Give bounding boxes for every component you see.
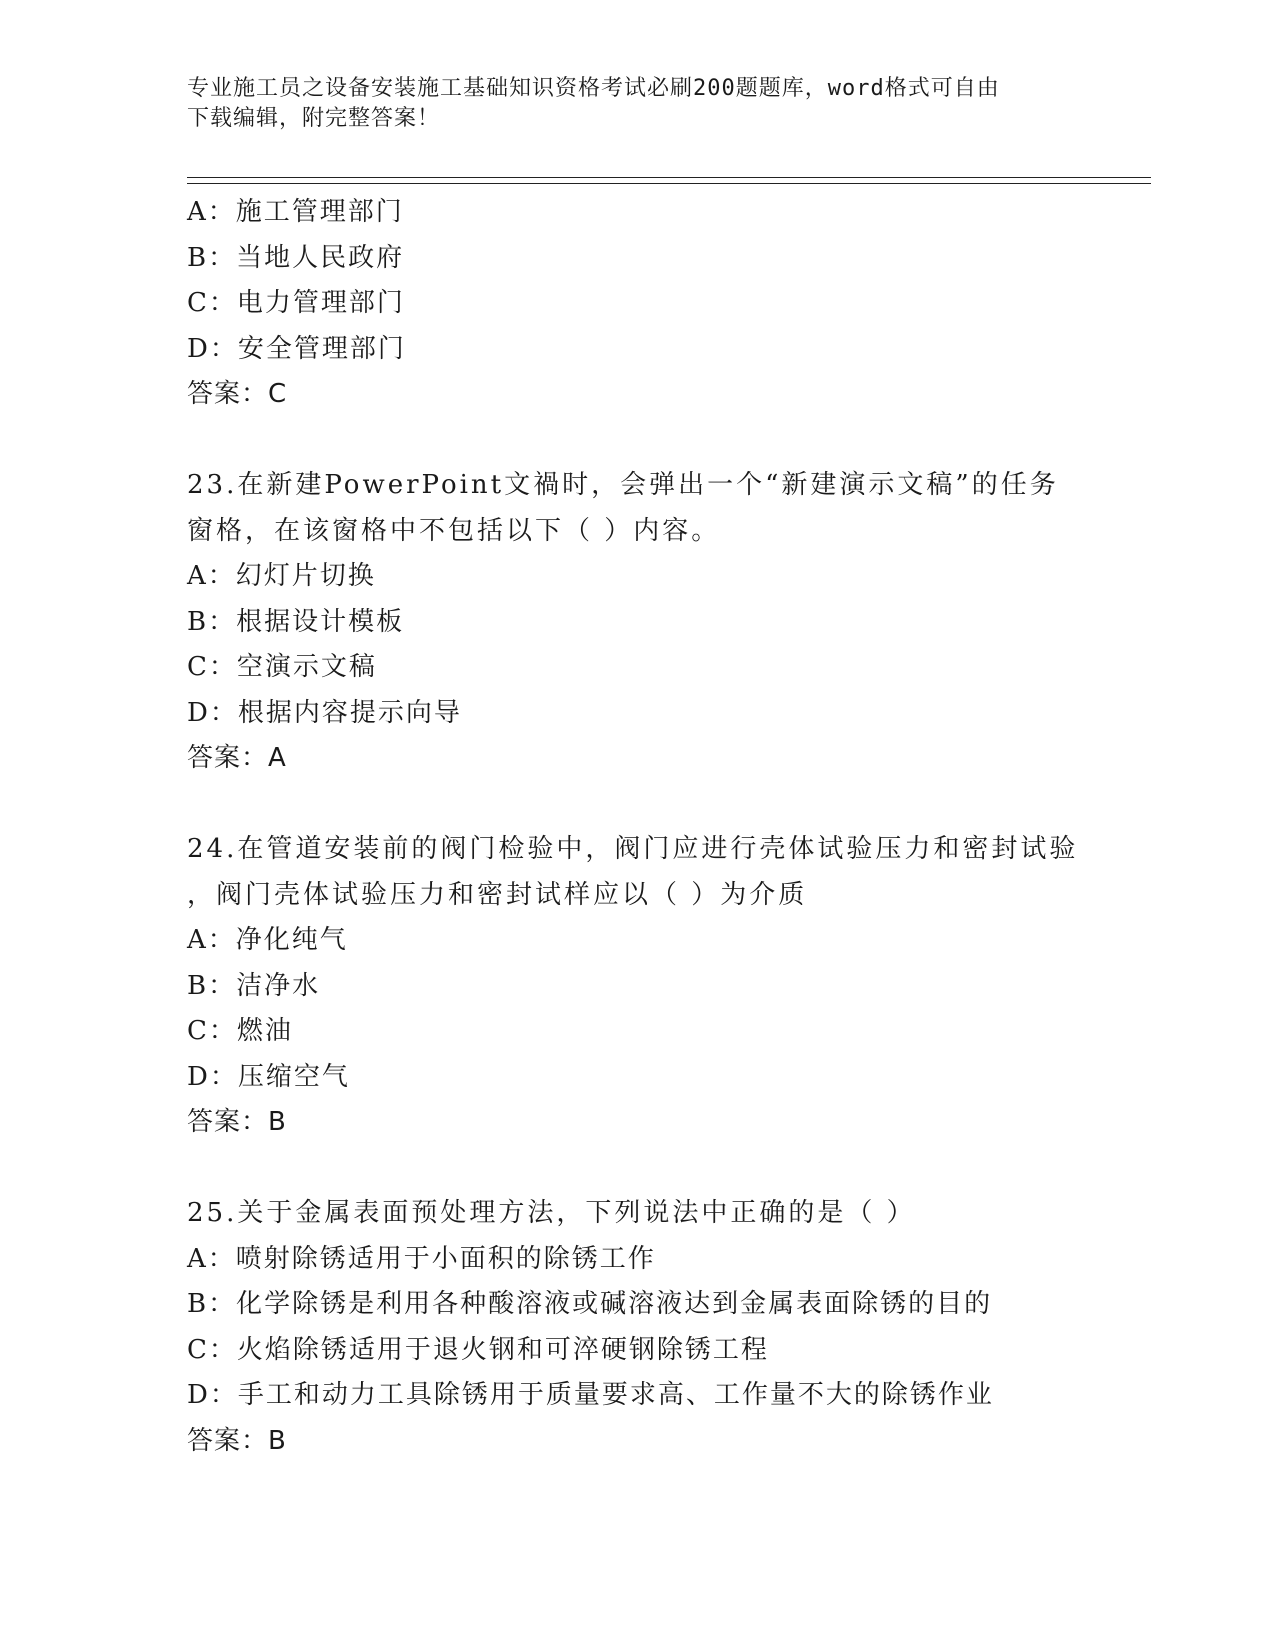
question-stem-line-2: 窗格，在该窗格中不包括以下（ ）内容。 (187, 515, 721, 546)
header-divider-bottom (187, 183, 1151, 184)
question-stem-line-1: 23.在新建PowerPoint文禍时，会弹出一个“新建演示文稿”的任务 (187, 470, 1059, 500)
answer-line (187, 372, 1087, 418)
question-block-22 (187, 190, 1087, 418)
answer-label: 答案： (187, 743, 269, 773)
option-b: B：化学除锈是利用各种酸溶液或碱溶液达到金属表面除锈的目的 (187, 1289, 993, 1319)
option-a: A：施工管理部门 (187, 197, 404, 227)
question-stem (187, 463, 1087, 554)
spacer (187, 782, 1087, 828)
question-stem (187, 827, 1087, 918)
answer-value: A (268, 743, 287, 773)
answer-line (187, 1100, 1087, 1146)
option-c: C：电力管理部门 (187, 288, 405, 318)
header-line-1: 专业施工员之设备安装施工基础知识资格考试必刷200题题库，word格式可自由 (187, 76, 1000, 101)
option-b: B：根据设计模板 (187, 606, 405, 637)
answer-label: 答案： (187, 1107, 269, 1137)
answer-value: C (268, 379, 288, 409)
header-line-2: 下载编辑，附完整答案！ (187, 106, 441, 131)
spacer (187, 1146, 1087, 1192)
question-stem (187, 1191, 1087, 1237)
option-b: B：当地人民政府 (187, 242, 405, 273)
spacer (187, 418, 1087, 464)
question-block-25 (187, 1191, 1087, 1464)
option-a: A：幻灯片切换 (187, 561, 376, 591)
header-divider-top (187, 177, 1151, 178)
option-a: A：喷射除锈适用于小面积的除锈工作 (187, 1243, 656, 1274)
answer-line (187, 736, 1087, 782)
document-header (187, 74, 1067, 134)
option-d: D：安全管理部门 (187, 333, 406, 364)
question-stem-line-1: 25.关于金属表面预处理方法，下列说法中正确的是（ ） (187, 1198, 916, 1228)
option-d: D：根据内容提示向导 (187, 697, 462, 728)
option-b: B：洁净水 (187, 970, 321, 1001)
question-block-23 (187, 463, 1087, 782)
answer-value: B (268, 1107, 287, 1137)
answer-label: 答案： (187, 379, 269, 409)
option-d: D：压缩空气 (187, 1061, 350, 1092)
option-d: D：手工和动力工具除锈用于质量要求高、工作量不大的除锈作业 (187, 1380, 994, 1410)
option-c: C：燃油 (187, 1016, 293, 1046)
option-c: C：空演示文稿 (187, 652, 377, 682)
option-c: C：火焰除锈适用于退火钢和可淬硬钢除锈工程 (187, 1334, 769, 1365)
answer-label: 答案： (187, 1425, 269, 1456)
question-stem-line-2: ，阀门壳体试验压力和密封试样应以（ ）为介质 (187, 879, 808, 910)
answer-value: B (268, 1425, 287, 1456)
question-stem-line-1: 24.在管道安装前的阀门检验中，阀门应进行壳体试验压力和密封试验 (187, 834, 1079, 864)
question-list (187, 190, 1087, 1464)
option-a: A：净化纯气 (187, 925, 348, 955)
question-block-24 (187, 827, 1087, 1146)
answer-line (187, 1419, 1087, 1465)
